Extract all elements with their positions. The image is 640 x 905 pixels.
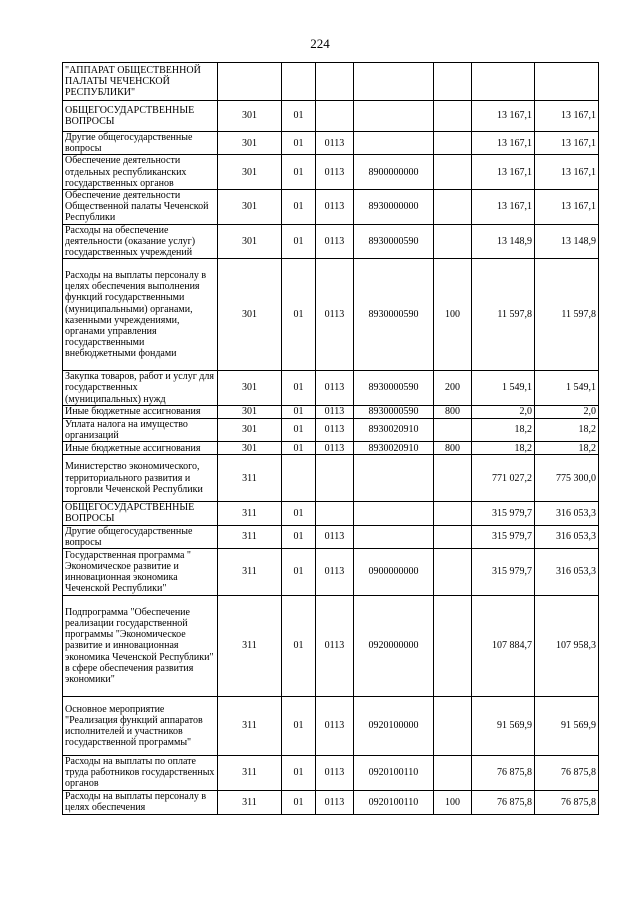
cell-name: Иные бюджетные ассигнования	[63, 442, 218, 455]
cell-vr: 100	[434, 259, 472, 371]
cell-name: Закупка товаров, работ и услуг для государственных (муниципальных) нужд	[63, 371, 218, 406]
table-row	[63, 259, 599, 371]
cell-vr	[434, 455, 472, 502]
cell-csr: 8930020910	[354, 418, 434, 441]
cell-rz: 01	[282, 596, 316, 697]
cell-sum-year1: 771 027,2	[472, 455, 535, 502]
cell-csr: 8930000590	[354, 259, 434, 371]
cell-vr	[434, 132, 472, 155]
cell-vr	[434, 549, 472, 596]
cell-name: Иные бюджетные ассигнования	[63, 405, 218, 418]
cell-sum-year2: 13 167,1	[535, 155, 599, 190]
cell-vr	[434, 502, 472, 525]
cell-sum-year2: 76 875,8	[535, 756, 599, 791]
cell-rz: 01	[282, 697, 316, 756]
cell-sum-year2: 107 958,3	[535, 596, 599, 697]
cell-ved: 311	[218, 549, 282, 596]
table-row	[63, 224, 599, 259]
table-row	[63, 549, 599, 596]
cell-name: Обеспечение деятельности Общественной палаты Чеченской Республики	[63, 190, 218, 225]
table-row	[63, 190, 599, 225]
table-row	[63, 155, 599, 190]
cell-csr: 0920100110	[354, 756, 434, 791]
cell-vr	[434, 155, 472, 190]
cell-rz: 01	[282, 190, 316, 225]
table-row	[63, 405, 599, 418]
cell-sum-year1: 315 979,7	[472, 525, 535, 548]
cell-vr	[434, 224, 472, 259]
cell-sum-year1: 76 875,8	[472, 790, 535, 814]
table-row	[63, 455, 599, 502]
cell-ved	[218, 63, 282, 101]
cell-name: Государственная программа " Экономическое развитие и инновационная экономика Чеченской Республики"	[63, 549, 218, 596]
cell-rz: 01	[282, 549, 316, 596]
cell-ved: 311	[218, 525, 282, 548]
cell-pr: 0113	[316, 418, 354, 441]
cell-name: Расходы на выплаты по оплате труда работников государственных органов	[63, 756, 218, 791]
cell-name: Обеспечение деятельности отдельных республиканских государственных органов	[63, 155, 218, 190]
cell-sum-year1: 2,0	[472, 405, 535, 418]
cell-sum-year2: 18,2	[535, 418, 599, 441]
cell-vr	[434, 525, 472, 548]
cell-pr: 0113	[316, 596, 354, 697]
cell-pr: 0113	[316, 132, 354, 155]
cell-vr	[434, 697, 472, 756]
cell-rz: 01	[282, 442, 316, 455]
cell-vr: 800	[434, 405, 472, 418]
cell-sum-year1	[472, 63, 535, 101]
cell-sum-year1: 11 597,8	[472, 259, 535, 371]
cell-sum-year1: 13 167,1	[472, 132, 535, 155]
cell-sum-year1: 18,2	[472, 418, 535, 441]
cell-name: Другие общегосударственные вопросы	[63, 525, 218, 548]
cell-csr: 8900000000	[354, 155, 434, 190]
cell-csr: 0920100000	[354, 697, 434, 756]
cell-rz: 01	[282, 371, 316, 406]
cell-pr: 0113	[316, 371, 354, 406]
cell-vr	[434, 101, 472, 132]
cell-csr: 8930020910	[354, 442, 434, 455]
cell-ved: 301	[218, 101, 282, 132]
cell-name: Расходы на выплаты персоналу в целях обеспечения выполнения функций государственными (муниципальными) органами, казенными учреждениями, органами управления государственными внебюджетными фондами	[63, 259, 218, 371]
cell-sum-year2: 316 053,3	[535, 502, 599, 525]
cell-sum-year2: 13 167,1	[535, 132, 599, 155]
cell-sum-year1: 107 884,7	[472, 596, 535, 697]
cell-vr	[434, 63, 472, 101]
cell-name: Основное мероприятие "Реализация функций аппаратов исполнителей и участников государственной программы"	[63, 697, 218, 756]
cell-ved: 301	[218, 155, 282, 190]
cell-sum-year1: 13 167,1	[472, 155, 535, 190]
cell-sum-year1: 13 167,1	[472, 190, 535, 225]
cell-sum-year1: 315 979,7	[472, 502, 535, 525]
cell-csr	[354, 101, 434, 132]
cell-pr	[316, 455, 354, 502]
cell-rz: 01	[282, 418, 316, 441]
cell-name: ОБЩЕГОСУДАРСТВЕННЫЕ ВОПРОСЫ	[63, 101, 218, 132]
cell-rz: 01	[282, 405, 316, 418]
cell-rz: 01	[282, 525, 316, 548]
cell-ved: 301	[218, 405, 282, 418]
cell-sum-year2: 316 053,3	[535, 549, 599, 596]
cell-ved: 311	[218, 596, 282, 697]
cell-pr: 0113	[316, 697, 354, 756]
cell-ved: 301	[218, 442, 282, 455]
cell-rz	[282, 455, 316, 502]
cell-sum-year1: 13 148,9	[472, 224, 535, 259]
cell-sum-year1: 315 979,7	[472, 549, 535, 596]
budget-table	[62, 62, 599, 815]
cell-name: Уплата налога на имущество организаций	[63, 418, 218, 441]
cell-name: Министерство экономического, территориального развития и торговли Чеченской Республики	[63, 455, 218, 502]
cell-rz: 01	[282, 155, 316, 190]
cell-sum-year2: 13 167,1	[535, 190, 599, 225]
cell-name: Расходы на обеспечение деятельности (оказание услуг) государственных учреждений	[63, 224, 218, 259]
table-row	[63, 63, 599, 101]
cell-pr: 0113	[316, 224, 354, 259]
table-row	[63, 756, 599, 791]
cell-rz: 01	[282, 132, 316, 155]
cell-sum-year2	[535, 63, 599, 101]
cell-vr: 200	[434, 371, 472, 406]
cell-sum-year2: 76 875,8	[535, 790, 599, 814]
cell-pr: 0113	[316, 190, 354, 225]
cell-sum-year2: 13 148,9	[535, 224, 599, 259]
cell-rz	[282, 63, 316, 101]
cell-ved: 311	[218, 502, 282, 525]
cell-name: "АППАРАТ ОБЩЕСТВЕННОЙ ПАЛАТЫ ЧЕЧЕНСКОЙ РЕСПУБЛИКИ"	[63, 63, 218, 101]
table-row	[63, 790, 599, 814]
table-row	[63, 418, 599, 441]
cell-csr: 8930000590	[354, 405, 434, 418]
cell-csr: 0900000000	[354, 549, 434, 596]
cell-sum-year1: 1 549,1	[472, 371, 535, 406]
cell-csr	[354, 502, 434, 525]
cell-ved: 301	[218, 418, 282, 441]
cell-ved: 301	[218, 259, 282, 371]
cell-sum-year1: 76 875,8	[472, 756, 535, 791]
cell-csr	[354, 132, 434, 155]
cell-sum-year2: 11 597,8	[535, 259, 599, 371]
cell-ved: 301	[218, 132, 282, 155]
cell-rz: 01	[282, 224, 316, 259]
cell-sum-year2: 1 549,1	[535, 371, 599, 406]
cell-vr: 100	[434, 790, 472, 814]
cell-sum-year1: 13 167,1	[472, 101, 535, 132]
cell-csr: 8930000590	[354, 224, 434, 259]
cell-pr	[316, 63, 354, 101]
cell-rz: 01	[282, 502, 316, 525]
cell-pr	[316, 101, 354, 132]
page-number: 224	[310, 36, 330, 51]
cell-pr: 0113	[316, 549, 354, 596]
cell-csr	[354, 525, 434, 548]
cell-ved: 311	[218, 455, 282, 502]
cell-ved: 301	[218, 190, 282, 225]
table-row	[63, 502, 599, 525]
cell-rz: 01	[282, 756, 316, 791]
cell-ved: 311	[218, 697, 282, 756]
cell-rz: 01	[282, 259, 316, 371]
cell-csr: 8930000590	[354, 371, 434, 406]
cell-ved: 301	[218, 224, 282, 259]
cell-vr	[434, 190, 472, 225]
cell-pr: 0113	[316, 525, 354, 548]
table-row	[63, 697, 599, 756]
table-body	[63, 63, 599, 815]
cell-vr	[434, 418, 472, 441]
cell-name: Другие общегосударственные вопросы	[63, 132, 218, 155]
cell-pr: 0113	[316, 405, 354, 418]
cell-pr: 0113	[316, 790, 354, 814]
cell-sum-year2: 13 167,1	[535, 101, 599, 132]
cell-vr	[434, 756, 472, 791]
cell-rz: 01	[282, 101, 316, 132]
cell-ved: 311	[218, 756, 282, 791]
cell-sum-year1: 18,2	[472, 442, 535, 455]
cell-name: Подпрограмма "Обеспечение реализации государственной программы "Экономическое развитие и инновационная экономика Чеченской Республики" в сфере обеспечения развития экономики"	[63, 596, 218, 697]
table-row	[63, 101, 599, 132]
cell-vr	[434, 596, 472, 697]
cell-ved: 301	[218, 371, 282, 406]
cell-csr: 0920000000	[354, 596, 434, 697]
cell-name: Расходы на выплаты персоналу в целях обеспечения	[63, 790, 218, 814]
cell-pr: 0113	[316, 155, 354, 190]
cell-csr	[354, 455, 434, 502]
table-row	[63, 132, 599, 155]
table-row	[63, 442, 599, 455]
cell-ved: 311	[218, 790, 282, 814]
cell-sum-year1: 91 569,9	[472, 697, 535, 756]
cell-csr	[354, 63, 434, 101]
cell-csr: 0920100110	[354, 790, 434, 814]
cell-sum-year2: 18,2	[535, 442, 599, 455]
cell-sum-year2: 316 053,3	[535, 525, 599, 548]
cell-sum-year2: 775 300,0	[535, 455, 599, 502]
table-row	[63, 371, 599, 406]
cell-pr	[316, 502, 354, 525]
table-row	[63, 596, 599, 697]
cell-pr: 0113	[316, 442, 354, 455]
cell-sum-year2: 91 569,9	[535, 697, 599, 756]
cell-pr: 0113	[316, 259, 354, 371]
cell-vr: 800	[434, 442, 472, 455]
cell-csr: 8930000000	[354, 190, 434, 225]
cell-sum-year2: 2,0	[535, 405, 599, 418]
cell-rz: 01	[282, 790, 316, 814]
table-row	[63, 525, 599, 548]
cell-name: ОБЩЕГОСУДАРСТВЕННЫЕ ВОПРОСЫ	[63, 502, 218, 525]
cell-pr: 0113	[316, 756, 354, 791]
